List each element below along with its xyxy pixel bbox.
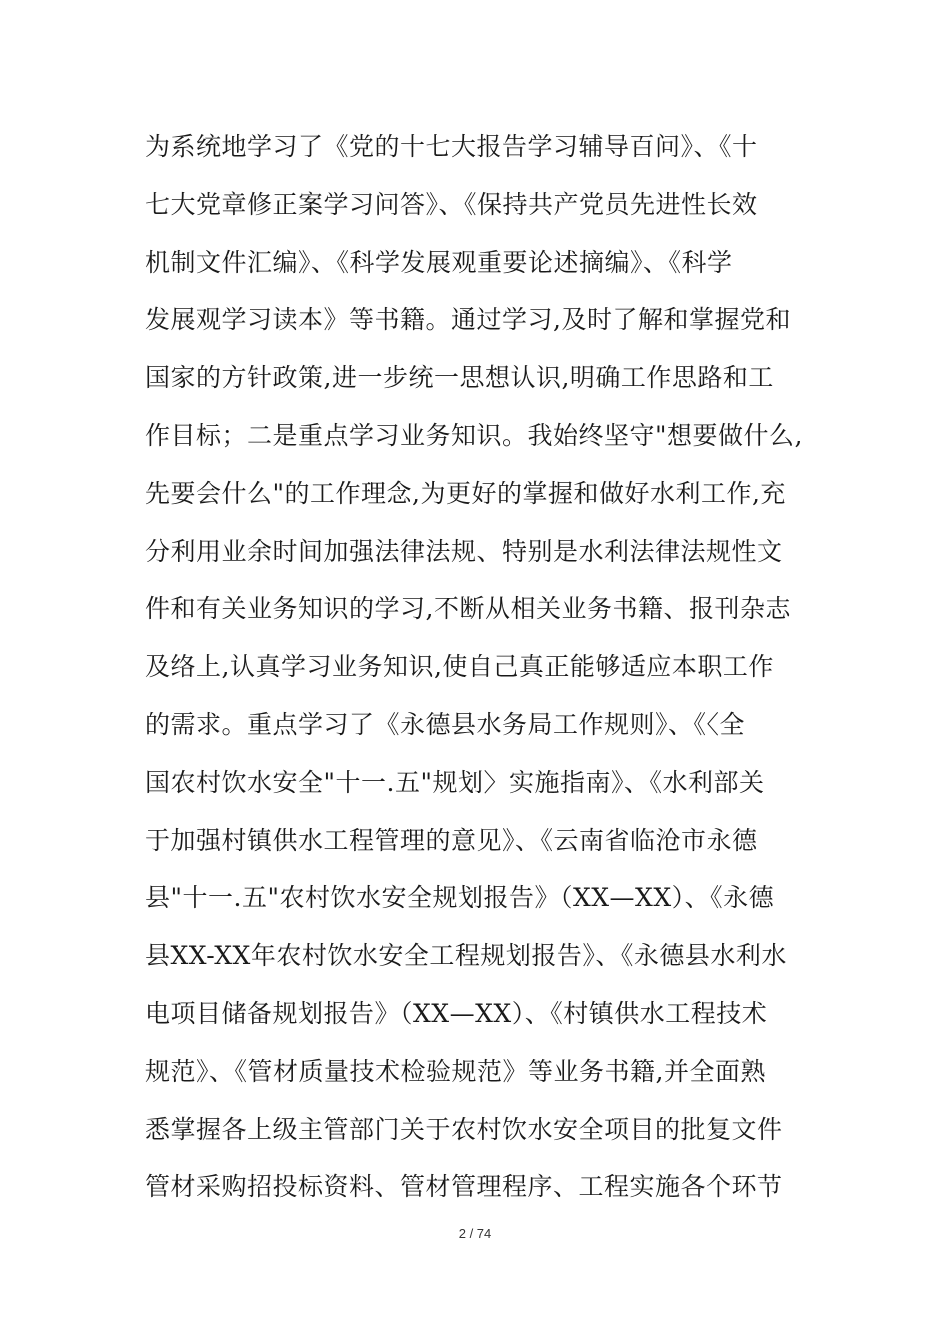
text-line: 县XX-XX年农村饮水安全工程规划报告》、《永德县水利水 — [145, 941, 787, 971]
text-line: 规范》、《管材质量技术检验规范》等业务书籍,并全面熟 — [145, 1056, 766, 1086]
text-line: 及络上,认真学习业务知识,使自己真正能够适应本职工作 — [145, 652, 774, 682]
text-line: 先要会什么"的工作理念,为更好的掌握和做好水利工作,充 — [145, 478, 786, 508]
page-number: 2 / 74 — [458, 1226, 492, 1241]
text-line: 的需求。重点学习了《永德县水务局工作规则》、《〈全 — [145, 709, 746, 739]
text-line: 管材采购招投标资料、管材管理程序、工程实施各个环节 — [145, 1172, 783, 1202]
text-line: 电项目储备规划报告》（XX—XX）、《村镇供水工程技术 — [145, 998, 768, 1028]
text-line: 县"十一.五"农村饮水安全规划报告》（XX—XX）、《永德 — [145, 883, 775, 913]
text-line: 分利用业余时间加强法律法规、特别是水利法律法规性文 — [145, 536, 783, 566]
text-line: 悉掌握各上级主管部门关于农村饮水安全项目的批复文件 — [145, 1114, 783, 1144]
text-line: 于加强村镇供水工程管理的意见》、《云南省临沧市永德 — [145, 825, 758, 855]
text-line: 七大党章修正案学习问答》、《保持共产党员先进性长效 — [145, 189, 758, 219]
text-line: 作目标；二是重点学习业务知识。我始终坚守"想要做什么, — [145, 420, 803, 450]
text-line: 机制文件汇编》、《科学发展观重要论述摘编》、《科学 — [145, 247, 733, 277]
text-line: 件和有关业务知识的学习,不断从相关业务书籍、报刊杂志 — [145, 594, 791, 624]
text-line: 国农村饮水安全"十一.五"规划〉实施指南》、《水利部关 — [145, 767, 765, 797]
text-line: 发展观学习读本》等书籍。通过学习,及时了解和掌握党和 — [145, 305, 791, 335]
body-text — [145, 127, 815, 1225]
text-line: 为系统地学习了《党的十七大报告学习辅导百问》、《十 — [145, 132, 758, 161]
text-line: 国家的方针政策,进一步统一思想认识,明确工作思路和工 — [145, 363, 774, 393]
